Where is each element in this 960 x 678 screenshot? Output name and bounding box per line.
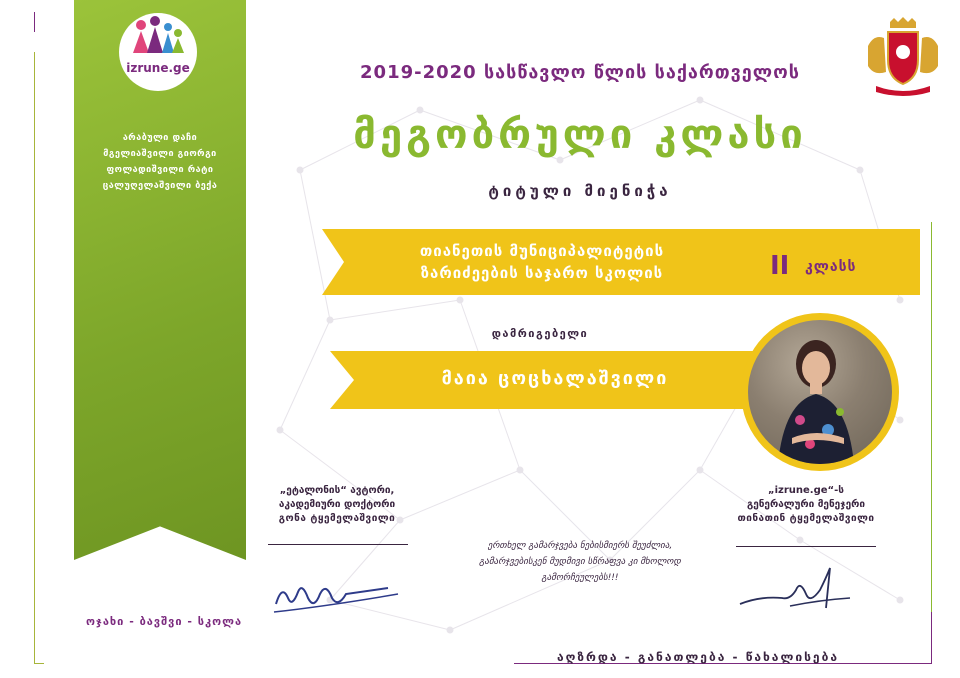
note-line-1: ერთხელ გამარჯვება ნებისმიერს შეუძლია,: [487, 541, 673, 551]
student-names: [84, 130, 236, 194]
awardee-label: დამრიგებელი: [491, 327, 589, 340]
note-line-2: გამარჯვებისკენ მუდმივი სწრაფვა კი მხოლოდ გამორჩეულებს!!!: [479, 557, 681, 583]
left-signature: [268, 568, 408, 618]
left-signatory-name: გონა ტყემელაშვილი: [278, 513, 396, 524]
right-signatory-name: თინათინ ტყემელაშვილი: [737, 513, 875, 524]
school-line-2: ზარიძეების საჯარო სკოლის: [420, 264, 664, 282]
izrune-logo: [119, 13, 197, 91]
logo-text: izrune.ge: [126, 61, 190, 75]
georgia-coat-of-arms-icon: [860, 16, 946, 98]
footer-motto: აღზრდა - განათლება - წახალისება: [557, 650, 839, 664]
class-number: II: [770, 251, 790, 281]
student-name: არაბული დაჩი: [122, 133, 198, 143]
student-name: ფოლადიშვილი რატი: [106, 165, 214, 175]
student-name: მგელიაშვილი გიორგი: [103, 149, 217, 159]
left-signatory-title-2: აკადემიური დოქტორი: [278, 499, 396, 510]
left-signature-line: [268, 544, 408, 545]
right-signature: [730, 560, 880, 620]
awardee-name: მაია ცოცხალაშვილი: [441, 368, 669, 389]
school-line-1: თიანეთის მუნიციპალიტეტის: [419, 242, 665, 260]
teacher-photo: [748, 320, 892, 464]
family-people-icon: [119, 13, 197, 63]
class-word: კლასს: [805, 259, 857, 275]
certificate-subtitle: ტიტული მიენიჭა: [488, 182, 672, 200]
inspirational-note: [440, 538, 720, 586]
student-name: ცალუღელაშვილი ბექა: [102, 181, 218, 191]
school-name: [362, 240, 722, 284]
family-motto: ოჯახი - ბავშვი - სკოლა: [85, 615, 243, 628]
right-signature-line: [736, 546, 876, 547]
right-signatory: [726, 484, 886, 526]
certificate-title: მეგობრული კლასი: [353, 112, 807, 158]
right-signatory-title-2: გენერალური მენეჯერი: [746, 499, 866, 510]
left-signatory: [262, 484, 412, 526]
left-signatory-title-1: „ეტალონის“ ავტორი,: [279, 485, 395, 496]
year-line: 2019-2020 სასწავლო წლის საქართველოს: [360, 62, 800, 83]
right-signatory-title-1: „izrune.ge“-ს: [768, 485, 844, 496]
